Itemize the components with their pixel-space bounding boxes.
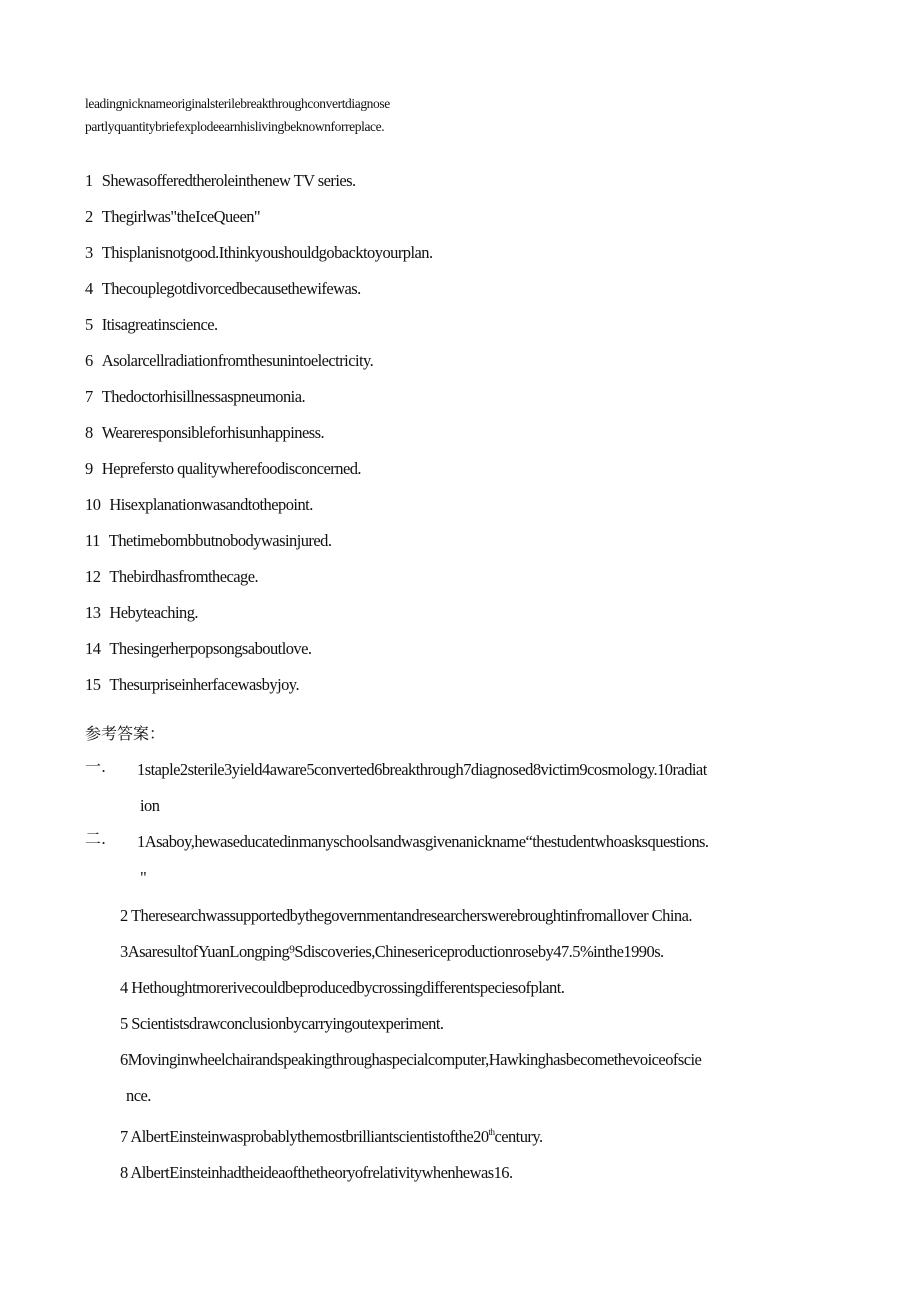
- answer-part-marker: 二.: [85, 829, 107, 848]
- word-bank-line: leadingnicknameoriginalsterilebreakthroughconvertdiagnose: [85, 96, 390, 111]
- question-item: [85, 491, 845, 527]
- answer-text: 7 AlbertEinsteinwasprobablythemostbrilliantscientistofthe20: [120, 1127, 489, 1146]
- question-text: Thetimebombbutnobodywasinjured.: [108, 531, 332, 550]
- question-text: Thegirlwas"theIceQueen": [101, 207, 261, 226]
- question-text: Asolarcellradiationfromthesunintoelectricity.: [101, 351, 374, 370]
- answer-sub-item: [120, 1114, 835, 1155]
- question-text: Thecouplegotdivorcedbecausethewifewas.: [101, 279, 361, 298]
- word-bank-line: partlyquantitybriefexplodeearnhislivingbeknownforreplace.: [85, 119, 385, 134]
- question-item: [85, 167, 845, 203]
- question-number: 4: [85, 279, 93, 298]
- question-text: Hebyteaching.: [109, 603, 199, 622]
- question-text: Shewasofferedtheroleinthenew TV series.: [101, 171, 356, 190]
- question-number: 5: [85, 315, 93, 334]
- answers-heading: 参考答案：: [85, 724, 166, 743]
- answer-line: ion: [140, 796, 160, 815]
- answer-sub-item: 5 Scientistsdrawconclusionbycarryingoutexperiment.: [120, 1014, 444, 1033]
- question-number: 6: [85, 351, 93, 370]
- question-number: 8: [85, 423, 93, 442]
- question-item: [85, 455, 845, 491]
- question-item: [85, 239, 845, 275]
- question-list: [85, 167, 845, 707]
- question-item: [85, 275, 845, 311]
- question-number: 3: [85, 243, 93, 262]
- question-text: Thisplanisnotgood.Ithinkyoushouldgobacktoyourplan.: [101, 243, 433, 262]
- answer-part-2: [85, 824, 835, 896]
- question-text: Itisagreatinscience.: [101, 315, 218, 334]
- question-item: [85, 635, 845, 671]
- question-text: Hisexplanationwasandtothepoint.: [109, 495, 313, 514]
- answer-sub-item: 8 AlbertEinsteinhadtheideaofthetheoryofrelativitywhenhewas16.: [120, 1163, 513, 1182]
- answer-sub-list: [120, 898, 835, 1191]
- question-text: Heprefersto qualitywherefoodisconcerned.: [101, 459, 362, 478]
- question-item: [85, 527, 845, 563]
- answer-line: 6Movinginwheelchairandspeakingthroughaspecialcomputer,Hawkinghasbecomethevoiceofscie: [120, 1050, 702, 1069]
- answer-part-text: [137, 752, 832, 824]
- answer-sub-item: [120, 1042, 835, 1114]
- answer-part-1: [85, 752, 835, 824]
- question-number: 15: [85, 675, 101, 694]
- question-number: 7: [85, 387, 93, 406]
- question-item: [85, 563, 845, 599]
- answer-text: century.: [494, 1127, 543, 1146]
- answer-line: ": [140, 868, 147, 887]
- question-item: [85, 599, 845, 635]
- question-item: [85, 203, 845, 239]
- question-number: 9: [85, 459, 93, 478]
- question-number: 14: [85, 639, 101, 658]
- question-item: [85, 419, 845, 455]
- word-bank: [85, 92, 390, 138]
- answer-line: 1Asaboy,hewaseducatedinmanyschoolsandwasgivenanickname“thestudentwhoasksquestions.: [137, 832, 709, 851]
- question-text: Weareresponsibleforhisunhappiness.: [101, 423, 325, 442]
- question-text: Thesurpriseinherfacewasbyjoy.: [109, 675, 300, 694]
- ordinal-suffix: th: [488, 1127, 495, 1137]
- question-item: [85, 383, 845, 419]
- question-number: 12: [85, 567, 101, 586]
- question-number: 13: [85, 603, 101, 622]
- question-number: 10: [85, 495, 101, 514]
- question-number: 11: [85, 531, 100, 550]
- question-number: 1: [85, 171, 93, 190]
- question-text: Thebirdhasfromthecage.: [109, 567, 259, 586]
- question-item: [85, 347, 845, 383]
- answer-sub-item: 4 Hethoughtmorerivecouldbeproducedbycrossingdifferentspeciesofplant.: [120, 978, 565, 997]
- answer-part-text: [137, 824, 832, 896]
- answer-sub-item: 3AsaresultofYuanLongping⁹Sdiscoveries,Chinesericeproductionroseby47.5%inthe1990s.: [120, 942, 664, 961]
- question-item: [85, 311, 845, 347]
- answer-line: 1staple2sterile3yield4aware5converted6breakthrough7diagnosed8victim9cosmology.10radiat: [137, 760, 707, 779]
- question-item: [85, 671, 845, 707]
- question-text: Thesingerherpopsongsaboutlove.: [109, 639, 312, 658]
- question-text: Thedoctorhisillnessaspneumonia.: [101, 387, 306, 406]
- answer-part-marker: 一.: [85, 757, 107, 776]
- answer-sub-item: 2 Theresearchwassupportedbythegovernmentandresearcherswerebroughtinfromallover China.: [120, 906, 692, 925]
- answer-line: nce.: [126, 1086, 151, 1105]
- question-number: 2: [85, 207, 93, 226]
